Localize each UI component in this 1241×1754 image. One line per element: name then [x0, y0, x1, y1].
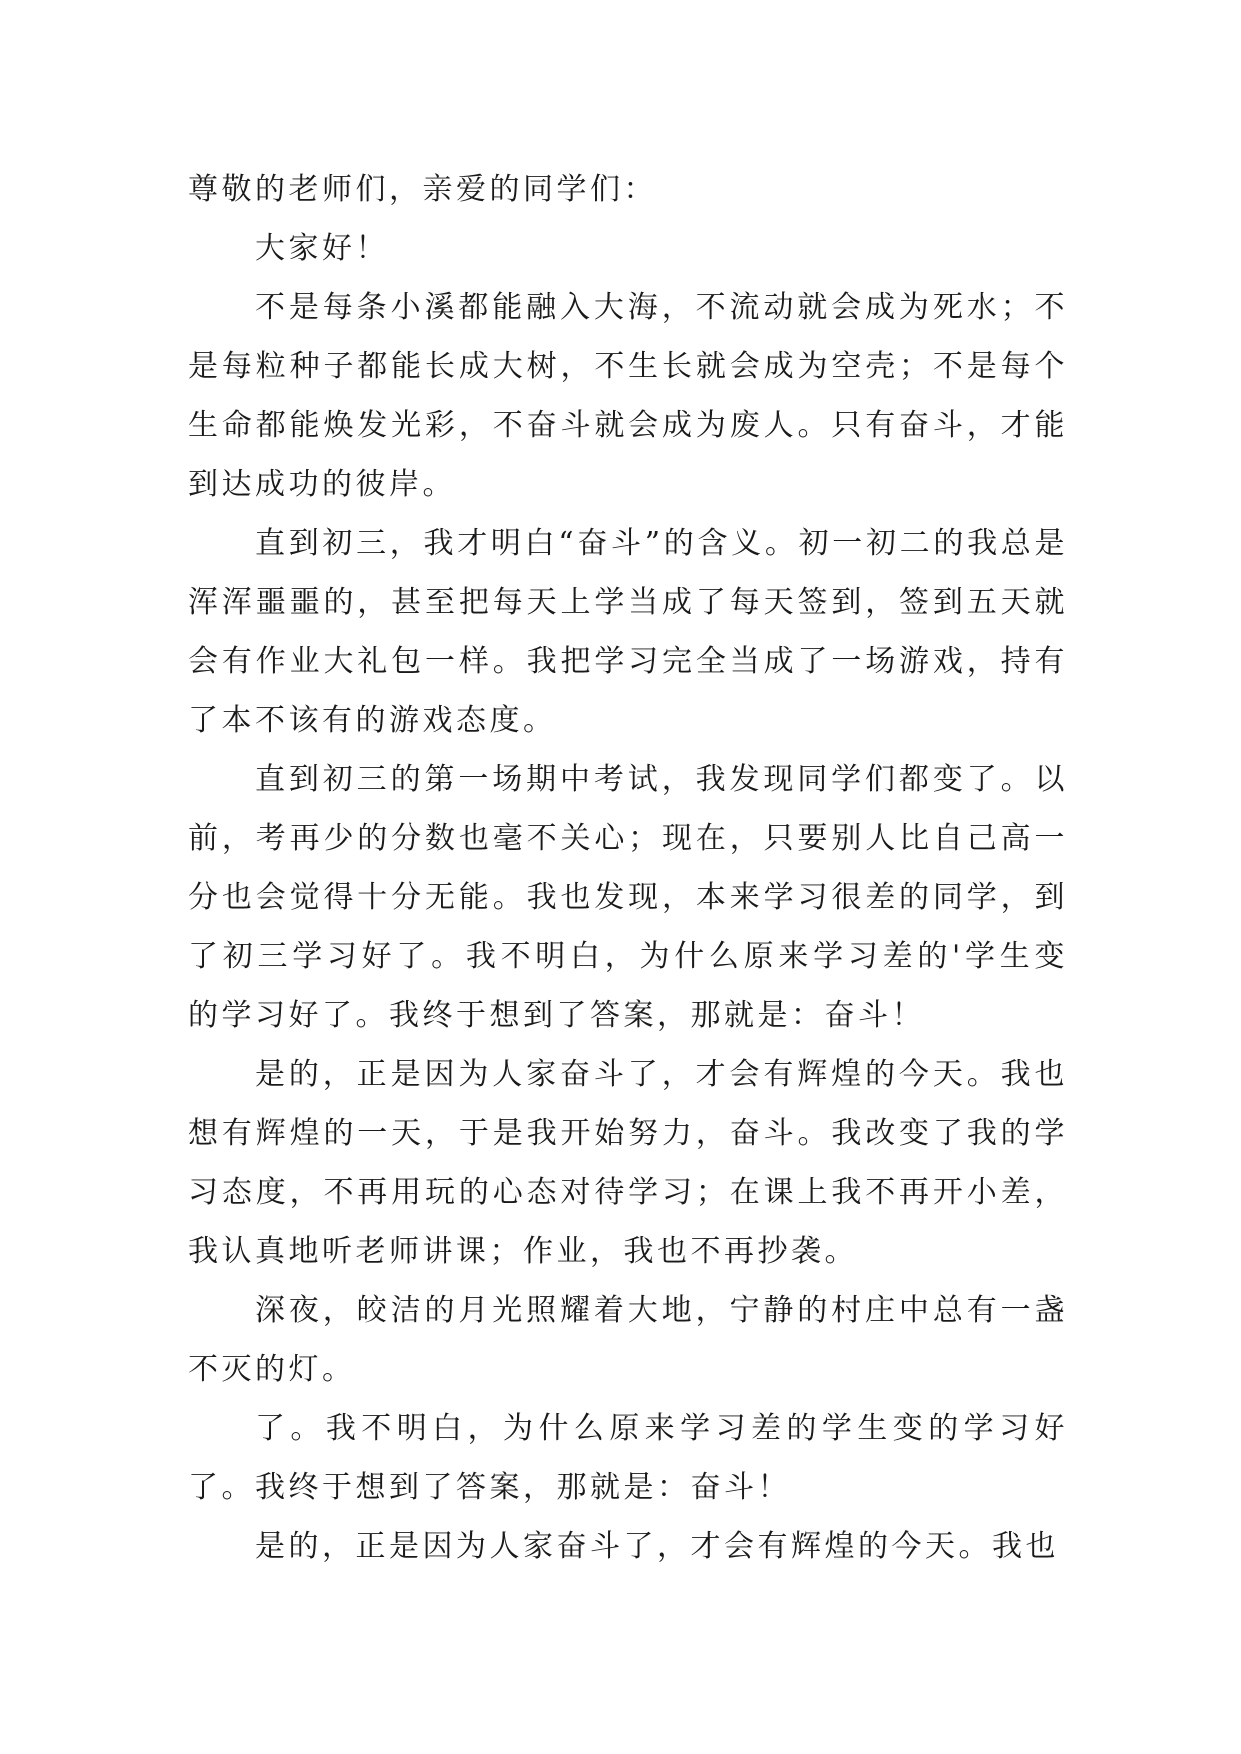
paragraph-greeting: 大家好！: [255, 231, 389, 266]
paragraph-5: 深夜，皎洁的月光照耀着大地，宁静的村庄中总有一盏不灭的灯。: [188, 1293, 1068, 1387]
salutation: 尊敬的老师们，亲爱的同学们：: [188, 172, 657, 207]
paragraph-2: 直到初三，我才明白“奋斗”的含义。初一初二的我总是浑浑噩噩的，甚至把每天上学当成了每天签到，签到五天就会有作业大礼包一样。我把学习完全当成了一场游戏，持有了本不该有的游戏态度。: [188, 526, 1068, 738]
paragraph-3: 直到初三的第一场期中考试，我发现同学们都变了。以前，考再少的分数也毫不关心；现在，只要别人比自己高一分也会觉得十分无能。我也发现，本来学习很差的同学，到了初三学习好了。我不明白，为什么原来学习差的'学生变的学习好了。我终于想到了答案，那就是：奋斗！: [188, 762, 1068, 1033]
paragraph-4: 是的，正是因为人家奋斗了，才会有辉煌的今天。我也想有辉煌的一天，于是我开始努力，奋斗。我改变了我的学习态度，不再用玩的心态对待学习；在课上我不再开小差，我认真地听老师讲课；作业，我也不再抄袭。: [188, 1057, 1068, 1269]
paragraph-6: 了。我不明白，为什么原来学习差的学生变的学习好了。我终于想到了答案，那就是：奋斗！: [188, 1411, 1068, 1505]
paragraph-7: 是的，正是因为人家奋斗了，才会有辉煌的今天。我也: [255, 1529, 1059, 1564]
document-body: [188, 160, 1068, 1576]
paragraph-1: 不是每条小溪都能融入大海，不流动就会成为死水；不是每粒种子都能长成大树，不生长就会成为空壳；不是每个生命都能焕发光彩，不奋斗就会成为废人。只有奋斗，才能到达成功的彼岸。: [188, 290, 1068, 502]
